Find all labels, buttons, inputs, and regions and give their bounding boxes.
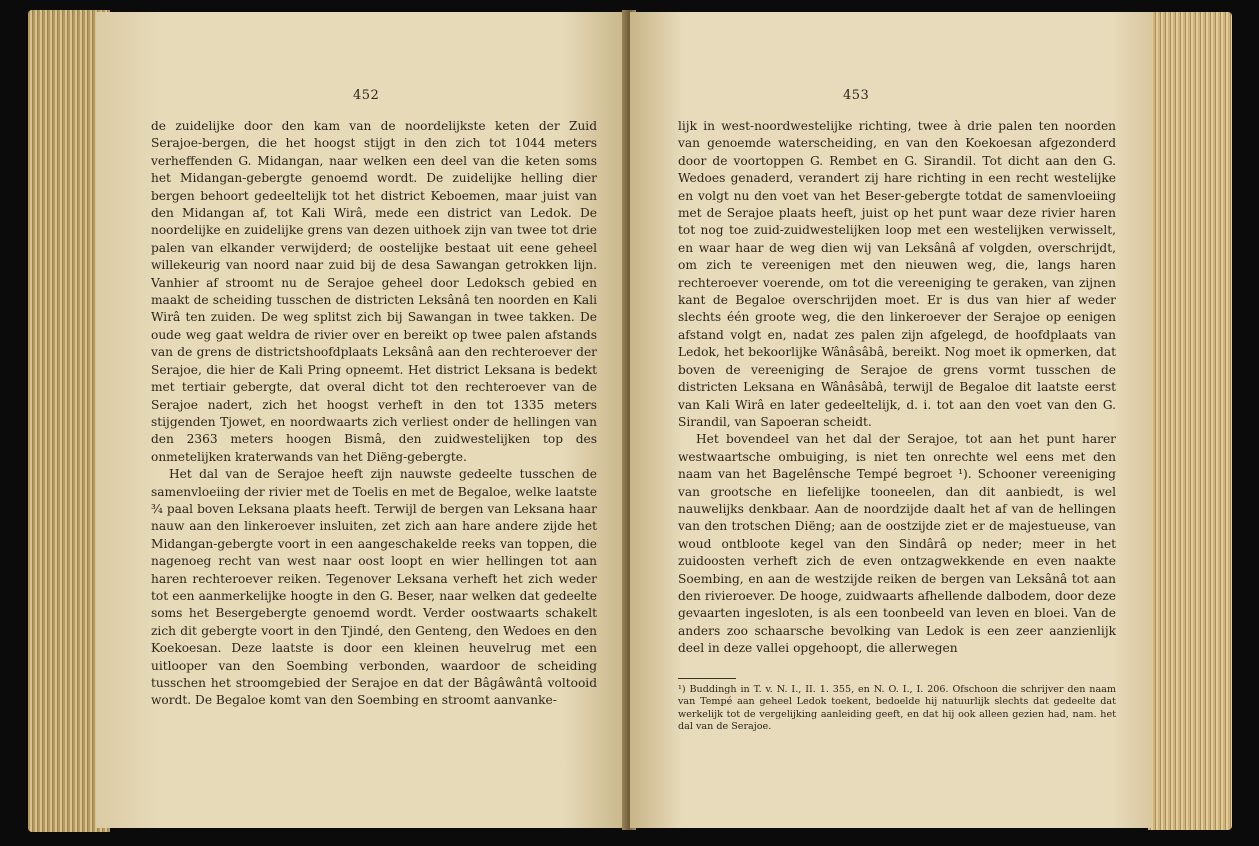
right-page-number: 453: [843, 88, 870, 103]
left-page-number: 452: [353, 88, 380, 103]
paragraph: de zuidelijke door den kam van de noordelijkste keten der Zuid Serajoe-bergen, die het hoogst stijgt in den zich tot 1044 meters verheffenden G. Midangan, naar welken een deel van die keten soms het Midangan-gebergte genoemd wordt. De zuidelijke helling dier bergen behoort gedeeltelijk tot het district Keboemen, maar juist van den Midangan af, tot Kali Wirâ, mede een district van Ledok. De noordelijke en zuidelijke grens van dezen uithoek zijn van twee tot drie palen van elkander verwijderd; de oostelijke bestaat uit eene geheel willekeurig van noord naar zuid bij de desa Sawangan getrokken lijn. Vanhier af stroomt nu de Serajoe geheel door Ledoksch gebied en maakt de scheiding tusschen de districten Leksânâ ten noorden en Kali Wirâ ten zuiden. De weg splitst zich bij Sawangan in twee takken. De oude weg gaat weldra de rivier over en bereikt op twee palen afstands van de grens de districtshoofdplaats Leksânâ aan den rechteroever der Serajoe, die hier de Kali Pring opneemt. Het district Leksana is bedekt met tertiair gebergte, dat overal dicht tot den rechteroever van de Serajoe nadert, zich het hoogst verheft in den tot 1335 meters stijgenden Tjowet, en noordwaarts zich verliest onder de hellingen van den 2363 meters hoogen Bismâ, den zuidwestelijken top des onmetelijken kraterwands van het Diëng-gebergte.: [151, 119, 597, 464]
right-page-text: [678, 118, 1116, 658]
footnote-text: Buddingh in T. v. N. I., II. 1. 355, en N. O. I., I. 206. Ofschoon die schrijver den naam van Tempé aan geheel Ledok toekent, bedoelde hij natuurlijk slechts dat gedeelte dat werkelijk tot de vergelijking aanleiding geeft, en dat hij ook alleen gezien had, nam. het dal van de Serajoe.: [678, 684, 1116, 733]
paragraph: lijk in west-noordwestelijke richting, twee à drie palen ten noorden van genoemde waterscheiding, en van den Koekoesan afgezonderd door de voortoppen G. Rembet en G. Sirandil. Tot dicht aan den G. Wedoes genaderd, verandert zij hare richting in een recht westelijke en volgt nu den voet van het Beser-gebergte totdat de samenvloeiing met de Serajoe plaats heeft, juist op het punt waar deze rivier haren tot nog toe zuid-zuidwestelijken loop met een westelijken verwisselt, en waar haar de weg dien wij van Leksânâ af volgden, overschrijdt, om zich te vereenigen met den nieuwen weg, die, langs haren rechteroever voerende, om tot die vereeniging te geraken, van zijnen kant de Begaloe overschrijden moet. Er is dus van hier af weder slechts één groote weg, die den linkeroever der Serajoe op eenigen afstand volgt en, nadat zes palen zijn afgelegd, de hoofdplaats van Ledok, het bekoorlijke Wânâsâbâ, bereikt. Nog moet ik opmerken, dat boven de vereeniging de Serajoe de grens vormt tusschen de districten Leksana en Wânâsâbâ, terwijl de Begaloe dit laatste eerst van Kali Wirâ en later gedeeltelijk, d. i. tot aan den voet van den G. Sirandil, van Sapoeran scheidt.: [678, 119, 1116, 429]
right-page: [630, 12, 1152, 828]
right-page-edges: [1148, 12, 1232, 830]
paragraph: Het bovendeel van het dal der Serajoe, tot aan het punt harer westwaartsche ombuiging, is niet ten onrechte wel eens met den naam van het Bagelênsche Tempé begroet ¹). Schooner vereeniging van grootsche en liefelijke tooneelen, dan dit aanbiedt, is wel nauwelijks denkbaar. Aan de noordzijde daalt het af van de hellingen van den trotschen Diëng; aan de oostzijde ziet er de majestueuse, van woud ontbloote kegel van den Sindârâ op neder; meer in het zuidoosten verheft zich de even ontzagwekkende en even naakte Soembing, en aan de westzijde reiken de bergen van Leksânâ tot aan den rivieroever. De hooge, zuidwaarts afhellende dalbodem, door deze gevaarten ingesloten, is als een toonbeeld van leven en bloei. Van de anders zoo schaarsche bevolking van Ledok is een zeer aanzienlijk deel in deze vallei opgehoopt, die allerwegen: [678, 432, 1116, 656]
paragraph: Het dal van de Serajoe heeft zijn nauwste gedeelte tusschen de samenvloeiing der rivier met de Toelis en met de Begaloe, welke laatste ¾ paal boven Leksana plaats heeft. Terwijl de bergen van Leksana haar nauw aan den linkeroever insluiten, zet zich aan hare andere zijde het Midangan-gebergte voort in een aangeschakelde reeks van toppen, die nagenoeg recht van west naar oost loopt en wier hellingen tot aan haren rechteroever reiken. Tegenover Leksana verheft het zich weder tot een aanmerkelijke hoogte in den G. Beser, naar welken dat gedeelte soms het Besergebergte genoemd wordt. Verder oostwaarts schakelt zich dit gebergte voort in den Tjindé, den Genteng, den Wedoes en den Koekoesan. Deze laatste is door een kleinen heuvelrug met een uitlooper van den Soembing verbonden, waardoor de scheiding tusschen het stroomgebied der Serajoe en dat der Bâgâwântâ voltooid wordt. De Begaloe komt van den Soembing en stroomt aanvanke-: [151, 467, 597, 708]
left-page-text: [151, 118, 597, 710]
footnote: [678, 684, 1116, 734]
footnote-divider: [678, 678, 736, 679]
footnote-marker: ¹): [678, 684, 686, 695]
left-page: [96, 12, 626, 828]
